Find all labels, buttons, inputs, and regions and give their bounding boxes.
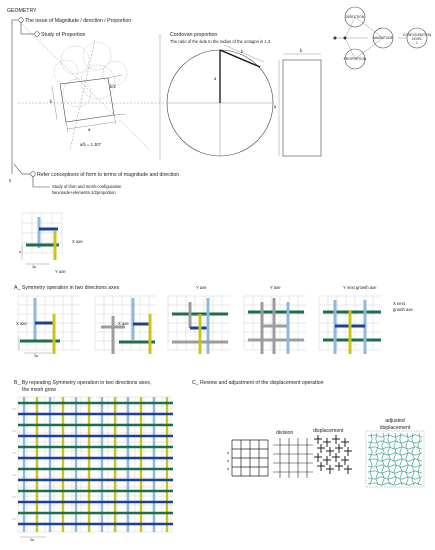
symmetry-panels — [18, 296, 381, 354]
page-title: GEOMETRY — [7, 8, 37, 14]
cordovan-title: Cordovan proportion — [170, 32, 218, 38]
section-a-label-x-next-1: X next — [393, 301, 405, 306]
section-c-label-adjusted-2: displacement — [379, 425, 411, 431]
section-a-dim-3a: 3a — [34, 354, 38, 358]
concept-node-configuration-line2: LEVEL — [411, 37, 423, 41]
concept-node-proportion-label: PROPORTION — [343, 57, 367, 61]
cordovan-side — [220, 50, 260, 67]
section-a-label-y: Y axe — [196, 285, 207, 290]
cordovan-proportion — [160, 32, 321, 160]
cordovan-rect-label-a: a — [274, 104, 277, 109]
section-a-panel4-label-y: Y axe — [270, 285, 281, 290]
cross-dim-3a: 3a — [32, 265, 36, 269]
section-a-panel2-label-x: X axe — [118, 321, 129, 326]
cross-module — [19, 213, 83, 274]
section-a-label-y-next: Y next growth axe — [343, 285, 377, 290]
concept-map — [334, 7, 432, 69]
section-b-title-line2: the mesh grow — [22, 387, 57, 393]
sketch-label-b2: b/2 — [110, 84, 116, 89]
outline-item-mesh-line1: Study of ifom and mesh-configuration — [52, 184, 122, 189]
section-c-label-division: division — [276, 430, 294, 436]
sketch-label-a: a — [88, 127, 91, 132]
concept-node-magnitude-label: MAGNITUDE — [372, 36, 394, 40]
concept-node-direction-label: DIRECTION — [345, 15, 365, 19]
cordovan-rect-label-b: b — [300, 48, 303, 53]
outline-item-mesh-line2: Nexorade+elements-1/2proportion — [52, 190, 116, 195]
section-c-title: C_ Review and adjustment of the displacement operation — [192, 380, 324, 386]
cross-dim-a: a — [19, 250, 21, 254]
outline-item-proportion: Study of Proportion — [41, 32, 86, 38]
proportion-sketch — [18, 24, 165, 150]
cross-label-y: Y axe — [55, 269, 66, 274]
concept-node-hub — [334, 37, 337, 40]
concept-node-configuration-line3: 1 — [416, 41, 418, 45]
concept-node-hub-2 — [344, 37, 347, 40]
big-mesh — [12, 397, 173, 532]
c-p4-wave-v — [412, 433, 414, 485]
sketch-ratio: a/b = 1.307 — [80, 142, 102, 147]
section-a-title: A_ Symmetry operation in two directions axes — [14, 285, 120, 291]
section-c-dim-a-2: a — [227, 459, 229, 463]
concept-node-configuration-line1: CONFIGURATION — [402, 33, 432, 37]
section-c-dim-a: a — [227, 451, 229, 455]
section-c-label-displacement: displacement — [313, 428, 344, 434]
outline-marker: II — [9, 178, 12, 183]
displacement-panels — [232, 431, 424, 487]
section-b-mesh — [12, 380, 173, 542]
section-a-label-x-next-2: grouth axe — [393, 307, 413, 312]
outline-item-conceptions: Refer conceptions of form to terms of magnitude and direction — [37, 172, 180, 178]
section-b-dim-3a: 3a — [30, 538, 34, 542]
outline-item-magnitude: The issue of Magnitude / direction / Proportion — [25, 18, 132, 24]
cross-label-x: X axe — [72, 239, 83, 244]
cordovan-label-a: a — [214, 76, 217, 81]
cordovan-label-b: b — [241, 49, 244, 54]
section-b-title-line1: B_ By repeating Symmetry operation in two directions axes, — [14, 380, 152, 386]
sketch-label-b: b — [50, 99, 53, 104]
section-c-label-adjusted-1: adjusted — [385, 418, 405, 424]
section-c-displacement — [192, 380, 424, 487]
section-c-dim-a-3: a — [227, 467, 229, 471]
cordovan-subtitle: The ratio of the side to the radius of the octagon is 1.3 — [170, 39, 271, 44]
section-a-symmetry — [14, 285, 413, 358]
section-a-label-x: X axe — [16, 321, 27, 326]
c-p4-wave-v — [418, 433, 420, 485]
